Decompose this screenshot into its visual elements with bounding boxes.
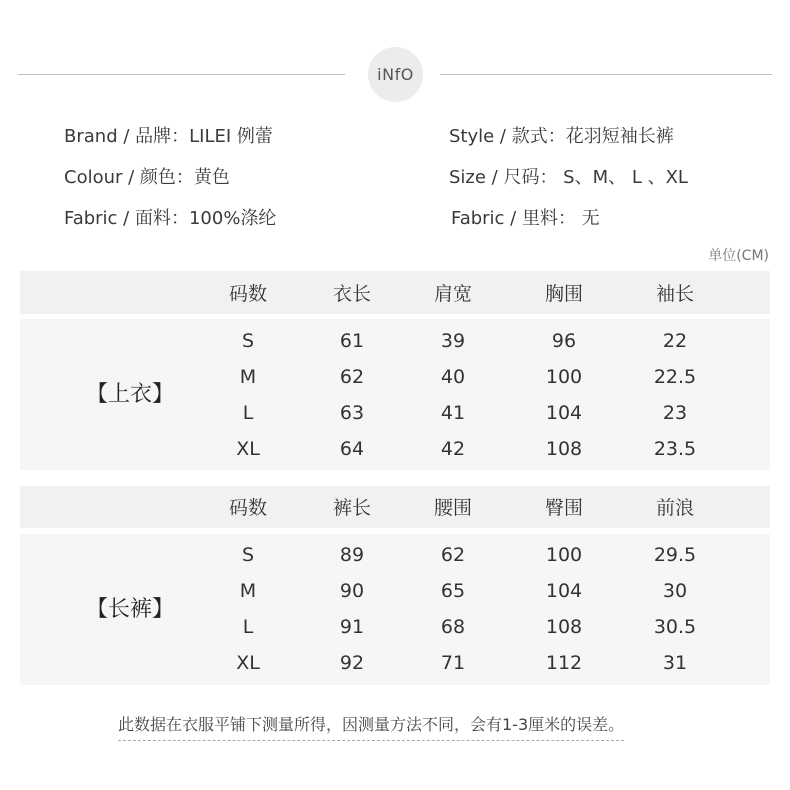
- pants-table-cell: 71: [440, 652, 466, 674]
- pants-header-cell: 码数: [228, 497, 267, 519]
- top-table-cell: 23.5: [653, 438, 697, 460]
- info-badge: iNfO: [368, 47, 423, 102]
- top-table-cell: 104: [545, 402, 583, 424]
- top-table-cell: 22.5: [653, 366, 697, 388]
- top-table-cell: 40: [440, 366, 466, 388]
- pants-table-cell: 65: [440, 580, 466, 602]
- top-table-cell: S: [241, 330, 255, 352]
- pants-header-cell: 前浪: [655, 497, 694, 519]
- top-table-cell: M: [239, 366, 257, 388]
- pants-table-cell: L: [242, 616, 254, 638]
- top-table-cell: 42: [440, 438, 466, 460]
- pants-table-cell: S: [241, 544, 255, 566]
- pants-table-cell: 100: [545, 544, 583, 566]
- top-table-cell: 39: [440, 330, 466, 352]
- top-header-cell: 肩宽: [433, 283, 472, 305]
- header-divider-right: [440, 74, 772, 75]
- unit-label: 单位(CM): [708, 248, 769, 264]
- pants-table-cell: 104: [545, 580, 583, 602]
- lining-attribute: Fabric / 里料： 无: [451, 208, 600, 229]
- top-table-cell: 22: [662, 330, 688, 352]
- style-attribute: Style / 款式：花羽短袖长裤: [449, 126, 674, 147]
- pants-table-cell: 108: [545, 616, 583, 638]
- top-table-cell: XL: [236, 438, 260, 460]
- top-table-cell: 108: [545, 438, 583, 460]
- brand-attribute: Brand / 品牌：LILEI 例蕾: [64, 126, 273, 147]
- pants-table-cell: 112: [545, 652, 583, 674]
- top-table-cell: 64: [339, 438, 365, 460]
- top-table-cell: L: [242, 402, 254, 424]
- pants-table-cell: 68: [440, 616, 466, 638]
- top-table-cell: 100: [545, 366, 583, 388]
- top-section-label: 【上衣】: [85, 382, 174, 407]
- pants-header-cell: 裤长: [332, 497, 371, 519]
- pants-table-cell: 91: [339, 616, 365, 638]
- top-table-cell: 23: [662, 402, 688, 424]
- measurement-note: 此数据在衣服平铺下测量所得，因测量方法不同，会有1-3厘米的误差。: [118, 713, 624, 741]
- pants-table-cell: 92: [339, 652, 365, 674]
- size-attribute: Size / 尺码： S、M、 L 、XL: [449, 167, 688, 188]
- top-table-cell: 62: [339, 366, 365, 388]
- pants-table-cell: 29.5: [653, 544, 697, 566]
- pants-table-cell: 31: [662, 652, 688, 674]
- top-table-cell: 63: [339, 402, 365, 424]
- pants-table-cell: 90: [339, 580, 365, 602]
- colour-attribute: Colour / 颜色：黄色: [64, 167, 230, 188]
- top-header-cell: 衣长: [332, 283, 371, 305]
- top-header-cell: 胸围: [544, 283, 583, 305]
- pants-section-label: 【长裤】: [85, 597, 174, 622]
- pants-header-cell: 腰围: [433, 497, 472, 519]
- pants-table-cell: XL: [236, 652, 260, 674]
- top-header-cell: 码数: [228, 283, 267, 305]
- top-table-cell: 41: [440, 402, 466, 424]
- pants-table-cell: 62: [440, 544, 466, 566]
- pants-table-cell: 30: [662, 580, 688, 602]
- pants-table-cell: M: [239, 580, 257, 602]
- pants-header-cell: 臀围: [544, 497, 583, 519]
- pants-table-cell: 30.5: [653, 616, 697, 638]
- top-table-cell: 96: [551, 330, 577, 352]
- header-divider-left: [18, 74, 345, 75]
- pants-table-cell: 89: [339, 544, 365, 566]
- top-header-cell: 袖长: [655, 283, 694, 305]
- top-table-cell: 61: [339, 330, 365, 352]
- fabric-attribute: Fabric / 面料：100%涤纶: [64, 208, 277, 229]
